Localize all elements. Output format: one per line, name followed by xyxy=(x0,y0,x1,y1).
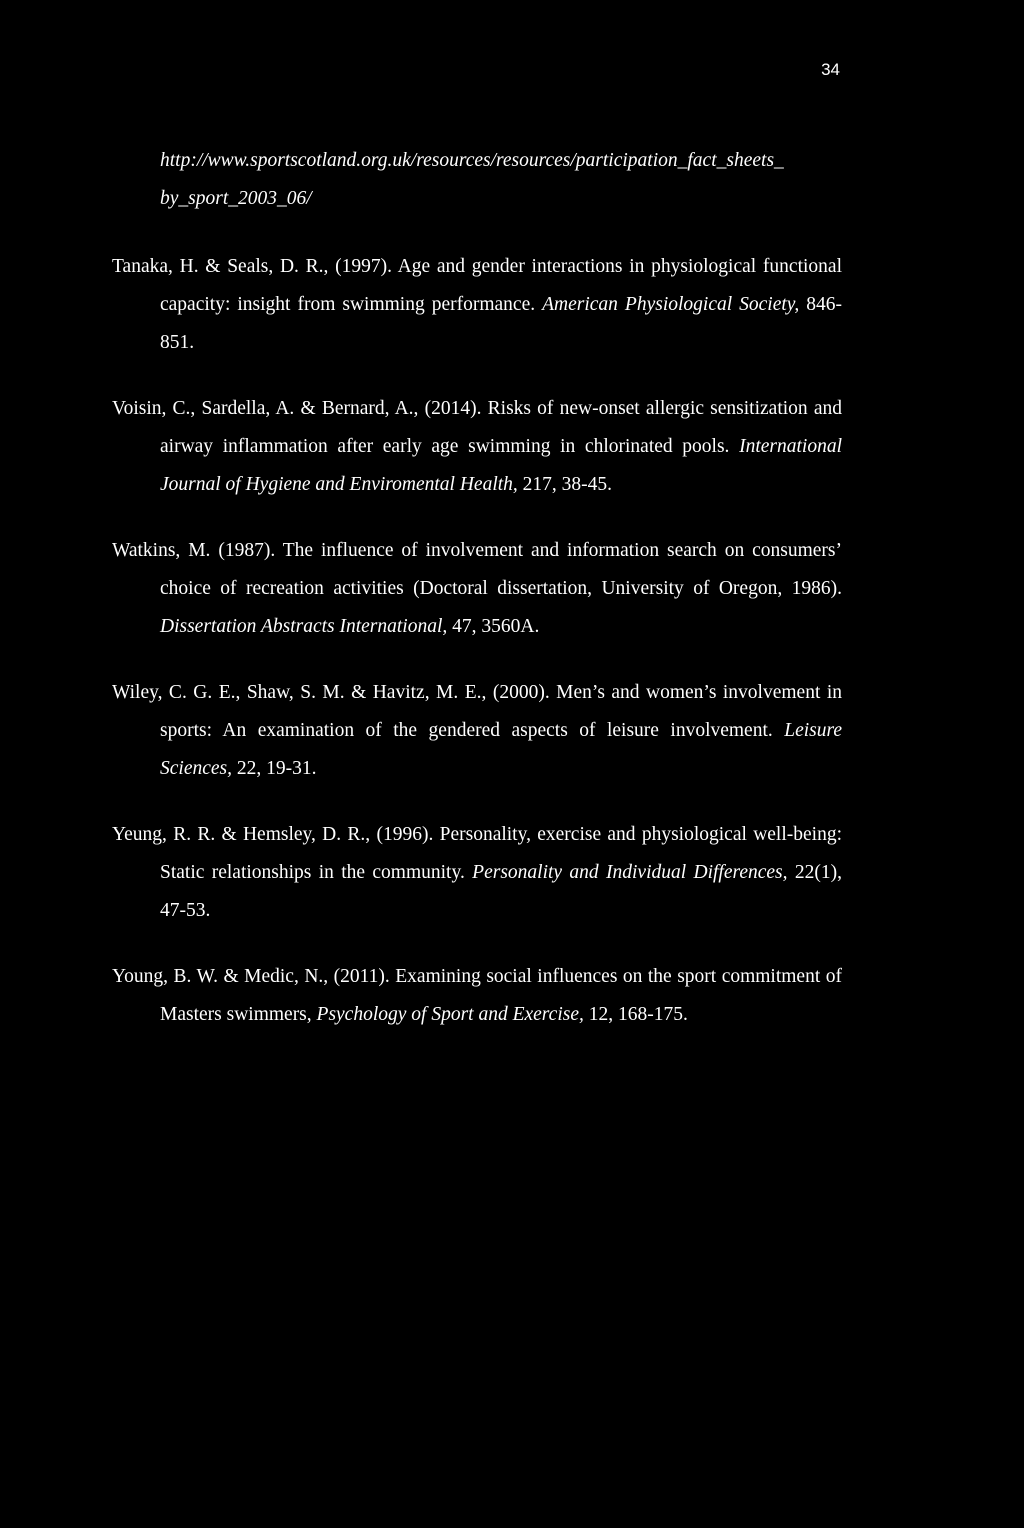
page-number: 34 xyxy=(821,60,840,79)
reference-list xyxy=(112,142,842,1062)
reference-watkins xyxy=(112,532,842,646)
reference-voisin-journal: International Journal of Hygiene and Enviromental Health, xyxy=(160,436,842,495)
reference-yeung-journal: Personality and Individual Differences, xyxy=(472,862,788,883)
reference-young-pages: 12, 168-175. xyxy=(583,1004,688,1025)
reference-voisin-body: Voisin, C., Sardella, A. & Bernard, A., (2014). Risks of new-onset allergic sensitization and airway inflammation after early age swimming in chlorinated pools. xyxy=(112,398,842,457)
reference-watkins-body: Watkins, M. (1987). The influence of involvement and information search on consumers’ choice of recreation activities (Doctoral dissertation, University of Oregon, 1986). xyxy=(112,540,842,599)
reference-young-journal: Psychology of Sport and Exercise, xyxy=(316,1004,584,1025)
reference-wiley-pages: 22, 19-31. xyxy=(232,758,317,779)
reference-wiley-journal: Leisure Sciences, xyxy=(160,720,842,779)
reference-voisin-pages: 217, 38-45. xyxy=(517,474,613,495)
reference-wiley xyxy=(112,674,842,788)
reference-tanaka-journal: American Physiological Society, xyxy=(542,294,800,315)
reference-tanaka-body: Tanaka, H. & Seals, D. R., (1997). Age and gender interactions in physiological functional capacity: insight from swimming performance. xyxy=(112,256,842,315)
reference-wiley-body: Wiley, C. G. E., Shaw, S. M. & Havitz, M. E., (2000). Men’s and women’s involvement in sports: An examination of the gendered aspects of leisure involvement. xyxy=(112,682,842,741)
reference-tanaka-pages: 846-851. xyxy=(160,294,842,353)
reference-yeung-body: Yeung, R. R. & Hemsley, D. R., (1996). Personality, exercise and physiological well-being: Static relationships in the community. xyxy=(112,824,842,883)
reference-yeung-pages: 22(1), 47-53. xyxy=(160,862,842,921)
reference-url-text: http://www.sportscotland.org.uk/resources/resources/participation_fact_sheets_ by_sport_2003_06/ xyxy=(160,150,784,209)
reference-watkins-journal: Dissertation Abstracts International, xyxy=(160,616,448,637)
reference-voisin xyxy=(112,390,842,504)
reference-watkins-pages: 47, 3560A. xyxy=(447,616,540,637)
reference-tanaka xyxy=(112,248,842,362)
reference-url xyxy=(112,142,842,218)
reference-yeung xyxy=(112,816,842,930)
reference-young-body: Young, B. W. & Medic, N., (2011). Examining social influences on the sport commitment of Masters swimmers, xyxy=(112,966,842,1025)
reference-young xyxy=(112,958,842,1034)
